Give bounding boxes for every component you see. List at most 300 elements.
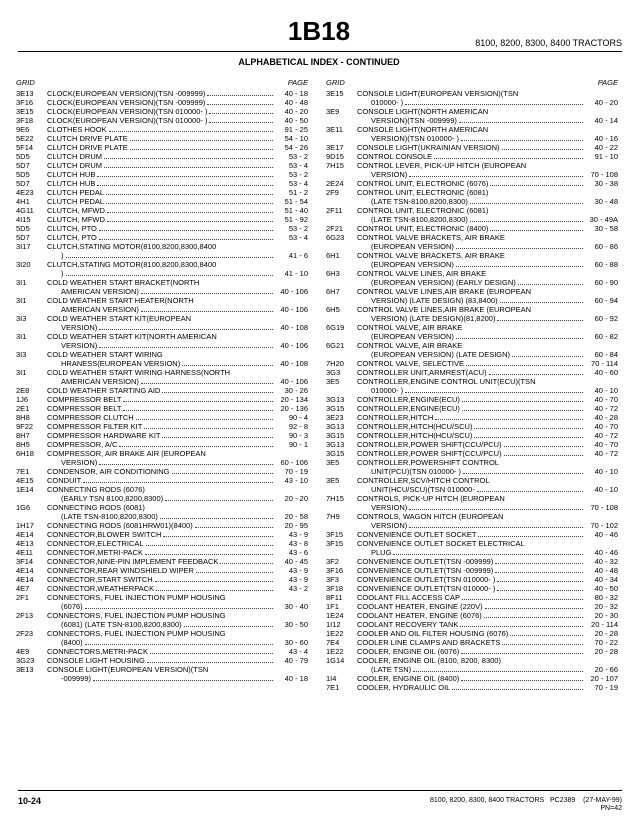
leader-dots [107,212,273,213]
grid-ref: 4E13 [16,539,34,548]
index-entry [326,476,618,494]
index-entry [326,566,618,575]
leader-dots [495,563,583,564]
index-entry [16,233,308,242]
index-entry [16,143,308,152]
page-ref: 20 - 66 [594,665,618,674]
entry-description: CLUTCH HUB [47,170,96,179]
entry-description: CONTROLLER,POWERSHIFT CONTROL [357,458,499,467]
page-ref: 40 - 20 [284,107,308,116]
grid-ref: 1J6 [16,395,29,404]
index-entry [16,467,308,476]
page-title: 1B18 [287,16,351,46]
grid-ref: 8H5 [16,440,30,449]
grid-ref: 3G23 [16,656,35,665]
leader-dots [104,158,273,159]
leader-dots [93,680,273,681]
grid-ref: 1E22 [326,629,344,638]
leader-dots [434,158,583,159]
page-ref: 43 - 4 [288,647,308,656]
leader-dots [456,248,583,249]
left-column-header [16,78,308,89]
left-index-column [16,78,308,683]
entry-description: VERSION) (LATE DESIGN)(81,8200) [371,314,496,323]
entry-description: CONNECTOR,START SWITCH [47,575,153,584]
leader-dots [466,365,583,366]
page-ref: 43 - 8 [288,539,308,548]
grid-ref: 4E9 [16,647,30,656]
page-ref: 60 - 94 [594,296,618,305]
grid-ref: 3F16 [16,98,34,107]
page-ref: 51 - 54 [284,197,308,206]
index-entry [16,314,308,332]
page-ref: 53 - 4 [288,161,308,170]
leader-dots [209,113,273,114]
grid-ref: 4E14 [16,575,34,584]
entry-description: (LATE TSN) [371,665,412,674]
entry-description: VERSION)(TSN -009999) [371,116,457,125]
index-entry [16,431,308,440]
page-ref: 43 - 6 [288,548,308,557]
grid-heading: GRID [326,78,345,87]
page-ref: 90 - 3 [288,431,308,440]
index-entry [16,413,308,422]
grid-ref: 4E15 [16,476,34,485]
entry-description: (EARLY TSN 8100,8200,8300) [61,494,164,503]
index-entry [326,539,618,557]
index-entry [326,431,618,440]
page-ref: 53 - 4 [288,179,308,188]
grid-ref: 2E24 [326,179,344,188]
leader-dots [196,572,273,573]
footer-page-id: 10-24 [18,796,42,806]
footer-models: 8100, 8200, 8300, 8400 TRACTORS [430,797,545,804]
page-ref: 43 - 9 [288,530,308,539]
leader-dots [109,131,273,132]
page-ref: 43 - 9 [288,566,308,575]
index-entry [16,116,308,125]
index-entry [16,656,308,665]
grid-ref: 9F22 [16,422,34,431]
index-entry [16,530,308,539]
page-ref: 20 - 136 [280,404,308,413]
page-ref: 60 - 82 [594,332,618,341]
index-entry [326,107,618,125]
index-entry [326,341,618,359]
entry-description: VERSION) [371,521,408,530]
entry-description: CONDUIT [47,476,82,485]
grid-ref: 3F18 [16,116,34,125]
entry-description: UNIT(HCU/SCU)(TSN 010000- [371,485,475,494]
grid-ref: 3F16 [326,566,344,575]
entry-description: CLUTCH, MFWD [47,206,105,215]
leader-dots [85,644,273,645]
grid-ref: 3I20 [16,260,31,269]
leader-dots [462,599,583,600]
index-entry [326,611,618,620]
leader-dots [207,95,273,96]
page-ref: 40 - 106 [280,377,308,386]
page-ref: 43 - 10 [284,476,308,485]
entry-description: 010000- ) [371,98,404,107]
entry-description: (6081) (LATE TSN-8100,8200,8300) [61,620,182,629]
entry-description: CONTROLLER,ENGINE(ECU) [357,395,460,404]
grid-ref: 3E9 [326,107,340,116]
index-entry [326,440,618,449]
grid-ref: 8H7 [16,431,30,440]
entry-description: CONTROLLER,ENGINE CONTROL UNIT(ECU)(TSN [357,377,536,386]
leader-dots [107,221,273,222]
page-ref: 70 - 19 [594,683,618,692]
grid-ref: 5F14 [16,143,34,152]
page-ref: 53 - 2 [288,152,308,161]
grid-ref: 7H15 [326,494,344,503]
leader-dots [146,545,273,546]
leader-dots [123,401,273,402]
leader-dots [497,590,583,591]
entry-description: COOLANT HEATER, ENGINE (6076) [357,611,482,620]
entry-description: CONTROLLER,ENGINE(ECU) [357,404,460,413]
leader-dots [497,581,583,582]
entry-description: CONTROL VALVE, AIR BRAKE [357,341,463,350]
grid-ref: 3I3 [16,350,27,359]
page-ref: 20 - 32 [594,602,618,611]
grid-ref: 5D5 [16,152,30,161]
grid-ref: 2F9 [326,188,339,197]
index-entry [326,377,618,395]
grid-ref: 7H9 [326,512,340,521]
page-ref: 40 - 106 [280,305,308,314]
index-entry [16,152,308,161]
leader-dots [66,257,274,258]
page-ref: 40 - 14 [594,116,618,125]
index-entry [326,287,618,305]
grid-ref: 3G13 [326,422,345,431]
page-ref: 40 - 106 [280,341,308,350]
page-ref: 53 - 4 [288,233,308,242]
entry-description: VERSION) [371,170,408,179]
page-ref: 40 - 48 [594,566,618,575]
index-entry [16,593,308,611]
leader-dots [99,347,273,348]
entry-description: COOLER LINE CLAMPS AND BRACKETS [357,638,501,647]
page-ref: 40 - 108 [280,323,308,332]
leader-dots [155,581,273,582]
grid-ref: 6G21 [326,341,345,350]
page-ref: 60 - 84 [594,350,618,359]
grid-ref: 1E14 [16,485,34,494]
entry-description: CONTROLLER,HITCH [357,413,434,422]
entry-description: COMPRESSOR BELT [47,395,122,404]
leader-dots [462,410,583,411]
grid-ref: 3E15 [326,89,344,98]
leader-dots [485,608,583,609]
page-ref: 40 - 10 [594,485,618,494]
grid-ref: 5D5 [16,170,30,179]
entry-description: CONTROL VALVE, SELECTIVE [357,359,464,368]
page-ref: 30 - 49A [589,215,618,224]
entry-description: COLD WEATHER STARTING AID [47,386,161,395]
leader-dots [490,185,583,186]
grid-ref: 3I1 [16,368,27,377]
leader-dots [85,608,273,609]
entry-description: COMPRESSOR, A/C [47,440,118,449]
grid-ref: 1I12 [326,620,341,629]
page-ref: 70 - 19 [284,467,308,476]
leader-dots [452,689,583,690]
index-entry [16,161,308,170]
entry-description: CLUTCH PEDAL [47,188,105,197]
leader-dots [409,176,583,177]
grid-ref: 4E11 [16,548,33,557]
page-ref: 80 - 32 [594,593,618,602]
entry-description: CONSOLE LIGHT(UKRAINIAN VERSION) [357,143,500,152]
index-entry [16,206,308,215]
entry-description: CONNECTING RODS (6081HRW01)(8400) [47,521,193,530]
entry-description: CONTROL VALVE, AIR BRAKE [357,323,463,332]
grid-ref: 7H20 [326,359,344,368]
entry-description: CONTROL VALVE LINES,AIR BRAKE (EUROPEAN [357,287,532,296]
grid-heading: GRID [16,78,35,87]
leader-dots [489,374,583,375]
index-entry [326,530,618,539]
page-ref: 40 - 70 [594,440,618,449]
index-entry [326,206,618,224]
entry-description: CLUTCH,STATING MOTOR(8100,8200,8300,8400 [47,242,217,251]
leader-dots [497,320,583,321]
grid-ref: 9D15 [326,152,344,161]
grid-ref: 1G6 [16,503,31,512]
entry-description: CLOCK(EUROPEAN VERSION)(TSN 010000- ) [47,107,208,116]
grid-ref: 6H18 [16,449,34,458]
entry-description: COLD WEATHER START BRACKET(NORTH [47,278,200,287]
index-entry [326,449,618,458]
entry-description: COMPRESSOR FILTER KIT [47,422,143,431]
grid-ref: 9E6 [16,125,30,134]
page-ref: 51 - 40 [284,206,308,215]
grid-ref: 5D7 [16,233,30,242]
leader-dots [144,428,273,429]
index-entry [16,449,308,467]
index-entry [326,224,618,233]
leader-dots [502,149,583,150]
index-entry [326,359,618,368]
entry-description: CONSOLE LIGHT(EUROPEAN VERSION)(TSN [47,665,209,674]
grid-ref: 5D7 [16,179,30,188]
index-entry [326,269,618,287]
leader-dots [150,653,273,654]
grid-ref: 1E24 [326,611,344,620]
leader-dots [413,671,583,672]
leader-dots [141,293,273,294]
page-ref: 40 - 28 [594,413,618,422]
index-entry [16,350,308,368]
grid-ref: 3F15 [326,530,344,539]
index-entry [16,242,308,260]
index-entry [16,368,308,386]
grid-ref: 2E8 [16,386,30,395]
grid-ref: 4E23 [16,188,34,197]
entry-description: CONDENSOR, AIR CONDITIONING [47,467,170,476]
page-ref: 20 - 30 [594,611,618,620]
grid-ref: 3G3 [326,368,341,377]
leader-dots [461,140,583,141]
grid-ref: 3G15 [326,431,345,440]
entry-description: CLUTCH DRIVE PLATE [47,143,128,152]
leader-dots [461,680,583,681]
page-ref: 40 - 72 [594,431,618,440]
leader-dots [518,284,583,285]
entry-description: CONNECTOR,METRI-PACK [47,548,143,557]
leader-dots [104,167,273,168]
grid-ref: 4I15 [16,215,31,224]
entry-description: CONVENIENCE OUTLET SOCKET ELECTRICAL [357,539,525,548]
index-entry [16,98,308,107]
leader-dots [156,590,273,591]
entry-description: CLOCK(EUROPEAN VERSION)(TSN -009999) [47,98,206,107]
right-column-header [326,78,618,89]
entry-description: CONTROL UNIT, ELECTRONIC (6081) [357,188,489,197]
leader-dots [435,419,583,420]
entry-description: CONTROLLER UNIT,ARMREST(ACU) [357,368,487,377]
section-subtitle: ALPHABETICAL INDEX - CONTINUED [238,57,400,67]
leader-dots [182,365,273,366]
index-entry [326,593,618,602]
page-ref: 92 - 8 [288,422,308,431]
entry-description: -009999) [61,674,92,683]
leader-dots [409,509,583,510]
index-entry [16,539,308,548]
entry-description: CONTROLS, WAGON HITCH (EUROPEAN [357,512,504,521]
entry-description: PLUG [371,548,392,557]
page-ref: 20 - 58 [284,512,308,521]
page-ref: 54 - 26 [284,143,308,152]
index-entry [326,305,618,323]
leader-dots [220,563,273,564]
index-entry [326,620,618,629]
grid-ref: 3G13 [326,440,345,449]
grid-ref: 1G14 [326,656,345,665]
page-ref: 30 - 38 [594,179,618,188]
page-ref: 40 - 16 [594,134,618,143]
page-ref: 40 - 32 [594,557,618,566]
entry-description: CONTROL UNIT, ELECTRONIC (8400) [357,224,489,233]
page-ref: 40 - 70 [594,422,618,431]
entry-description: CONTROL CONSOLE [357,152,433,161]
index-entry [326,161,618,179]
index-entry [326,413,618,422]
entry-description: AMERICAN VERSION) [61,287,139,296]
page-ref: 90 - 1 [288,440,308,449]
page-ref: 51 - 92 [284,215,308,224]
entry-description: CONNECTING RODS (6081) [47,503,145,512]
grid-ref: 4G11 [16,206,34,215]
page-ref: 20 - 28 [594,647,618,656]
index-entry [16,278,308,296]
page-ref: 30 - 40 [284,602,308,611]
entry-description: CONTROL VALVE BRACKETS, AIR BRAKE [357,251,505,260]
page-ref: 60 - 90 [594,278,618,287]
leader-dots [209,122,273,123]
entry-description: COOLER, ENGINE OIL (6076) [357,647,460,656]
grid-ref: 1I4 [326,674,337,683]
page-ref: 40 - 18 [284,89,308,98]
index-entry [16,476,308,485]
index-entry [326,638,618,647]
grid-ref: 2F1 [16,593,29,602]
entry-description: 010000- ) [371,386,404,395]
footer-info [430,797,622,813]
leader-dots [207,104,273,105]
grid-ref: 3I1 [16,278,27,287]
leader-dots [500,302,583,303]
index-entry [16,224,308,233]
entry-description: CONTROLLER,HITCH(HCU/SCU) [357,422,473,431]
entry-description: COOLANT HEATER, ENGINE (220V) [357,602,483,611]
page-ref: 40 - 46 [594,548,618,557]
grid-ref: 8F11 [326,593,343,602]
page-ref: 20 - 95 [284,521,308,530]
index-entry [326,404,618,413]
grid-ref: 3G15 [326,449,345,458]
page-heading: PAGE [597,78,618,87]
entry-description: CONTROL VALVE LINES,AIR BRAKE (EUROPEAN [357,305,532,314]
entry-description: CLOCK(EUROPEAN VERSION)(TSN -009999) [47,89,206,98]
entry-description: CONTROL VALVE LINES, AIR BRAKE [357,269,487,278]
leader-dots [405,392,583,393]
page-ref: 70 - 22 [594,638,618,647]
entry-description: CONTROLLER,POWER SHIFT(CCU/PCU) [357,449,502,458]
entry-description: CONTROLLER,SCV/HITCH CONTROL [357,476,490,485]
grid-ref: 3E5 [326,377,340,386]
index-entry [16,557,308,566]
leader-dots [405,104,583,105]
leader-dots [160,518,273,519]
right-index-column [326,78,618,692]
index-entry [16,134,308,143]
leader-dots [195,527,273,528]
entry-description: CONTROL LEVER, PICK-UP HITCH (EUROPEAN [357,161,527,170]
grid-ref: 3G13 [326,395,345,404]
grid-ref: 3E13 [16,89,34,98]
entry-description: COLD WEATHER START HEATER(NORTH [47,296,194,305]
index-entry [16,197,308,206]
index-entry [16,584,308,593]
entry-description: CONNECTOR,ELECTRICAL [47,539,144,548]
page-ref: 60 - 92 [594,314,618,323]
entry-description: (6076) [61,602,83,611]
entry-description: CONSOLE LIGHT(NORTH AMERICAN [357,107,489,116]
leader-dots [99,329,273,330]
page-ref: 51 - 2 [288,188,308,197]
page-ref: 30 - 50 [284,620,308,629]
entry-description: (EUROPEAN VERSION) [371,260,454,269]
grid-ref: 5D5 [16,224,30,233]
index-entry [326,557,618,566]
page-ref: 60 - 106 [280,458,308,467]
entry-description: CONTROLLER,POWER SHIFT(CCU/PCU) [357,440,502,449]
index-entry [326,494,618,512]
leader-dots [162,437,273,438]
entry-description: CONNECTOR,NINE-PIN IMPLEMENT FEEDBACK [47,557,219,566]
entry-description: COMPRESSOR CLUTCH [47,413,134,422]
index-entry [16,611,308,629]
page-ref: 70 - 108 [590,170,618,179]
leader-dots [83,482,273,483]
page-ref: 41 - 6 [288,251,308,260]
entry-description: VERSION) [61,323,98,332]
grid-ref: 3F18 [326,584,344,593]
